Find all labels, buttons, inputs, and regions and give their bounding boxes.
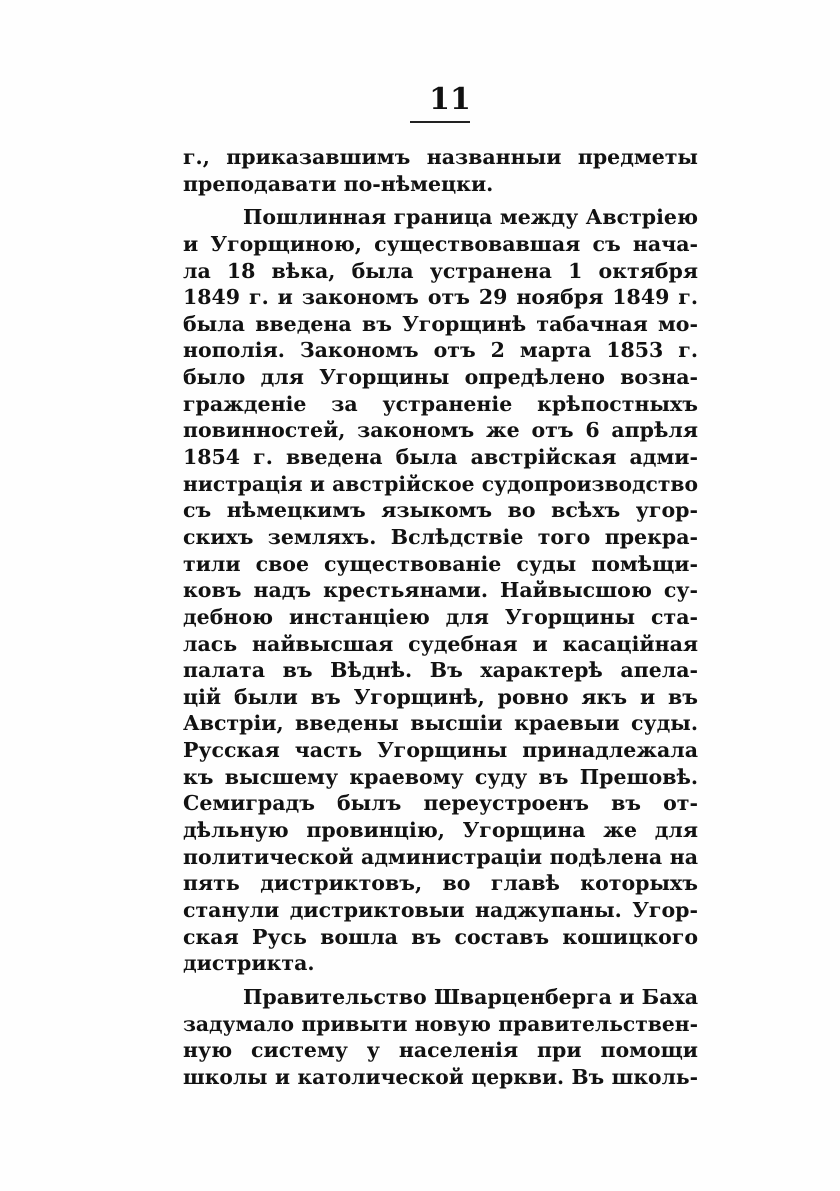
- text-line: 1849 г. и закономъ отъ 29 ноября 1849 г.: [183, 285, 698, 310]
- text-line: г., приказавшимъ названныи предметы: [183, 145, 698, 169]
- text-line: дистрикта.: [183, 951, 315, 976]
- text-line: ская Русь вошла въ составъ кошицкого: [183, 924, 698, 949]
- text-line: пять дистриктовъ, во главѣ которыхъ: [183, 871, 698, 896]
- text-line: задумало привыти новую правительствен-: [183, 1011, 698, 1036]
- text-line: и Угорщиною, существовавшая съ нача-: [183, 231, 698, 256]
- text-line: преподавати по-нѣмецки.: [183, 171, 494, 196]
- text-line: ную систему у населенія при помощи: [183, 1038, 698, 1063]
- text-line: дѣльную провинцію, Угорщина же для: [183, 818, 698, 843]
- paragraph-gap: [183, 197, 698, 204]
- text-line: ковъ надъ крестьянами. Найвысшою су-: [183, 578, 698, 603]
- text-line: 1854 г. введена была австрійская адми-: [183, 445, 698, 470]
- text-line: скихъ земляхъ. Вслѣдствіе того прекра-: [183, 524, 698, 549]
- text-line: лась найвысшая судебная и касаційная: [183, 631, 698, 656]
- body-text: [183, 144, 698, 1090]
- text-line: палата въ Вѣднѣ. Въ характерѣ апела-: [183, 658, 698, 683]
- text-line: тили свое существованіе суды помѣщи-: [183, 551, 698, 576]
- text-line: было для Угорщины опредѣлено возна-: [183, 365, 698, 390]
- paragraph-gap: [183, 977, 698, 984]
- text-line: къ высшему краевому суду въ Прешовѣ.: [183, 764, 698, 789]
- text-line: Австріи, введены высшіи краевыи суды.: [183, 711, 698, 736]
- text-line: Семиградъ былъ переустроенъ въ от-: [183, 791, 698, 816]
- text-line: гражденіе за устраненіе крѣпостныхъ: [183, 391, 698, 416]
- text-line: нистрація и австрійское судопроизводство: [183, 471, 698, 496]
- text-line: Пошлинная граница между Австріею: [243, 205, 698, 230]
- page-number-rule: [410, 121, 470, 123]
- text-line: политической администраціи подѣлена на: [183, 844, 698, 869]
- text-line: повинностей, закономъ же отъ 6 апрѣля: [183, 418, 698, 443]
- text-line: дебною инстанціею для Угорщины ста-: [183, 604, 698, 629]
- text-line: была введена въ Угорщинѣ табачная мо-: [183, 311, 698, 336]
- text-line: цій были въ Угорщинѣ, ровно якъ и въ: [183, 684, 698, 709]
- text-line: школы и католической церкви. Въ школь-: [183, 1064, 698, 1089]
- text-line: Правительство Шварценберга и Баха: [243, 984, 698, 1009]
- text-line: станули дистриктовыи наджупаны. Угор-: [183, 897, 698, 922]
- text-line: Русская часть Угорщины принадлежала: [183, 738, 698, 763]
- text-line: ла 18 вѣка, была устранена 1 октября: [183, 258, 698, 283]
- text-line: съ нѣмецкимъ языкомъ во всѣхъ угор-: [183, 498, 698, 523]
- page-number: 11: [429, 82, 471, 117]
- text-line: нополія. Закономъ отъ 2 марта 1853 г.: [183, 338, 698, 363]
